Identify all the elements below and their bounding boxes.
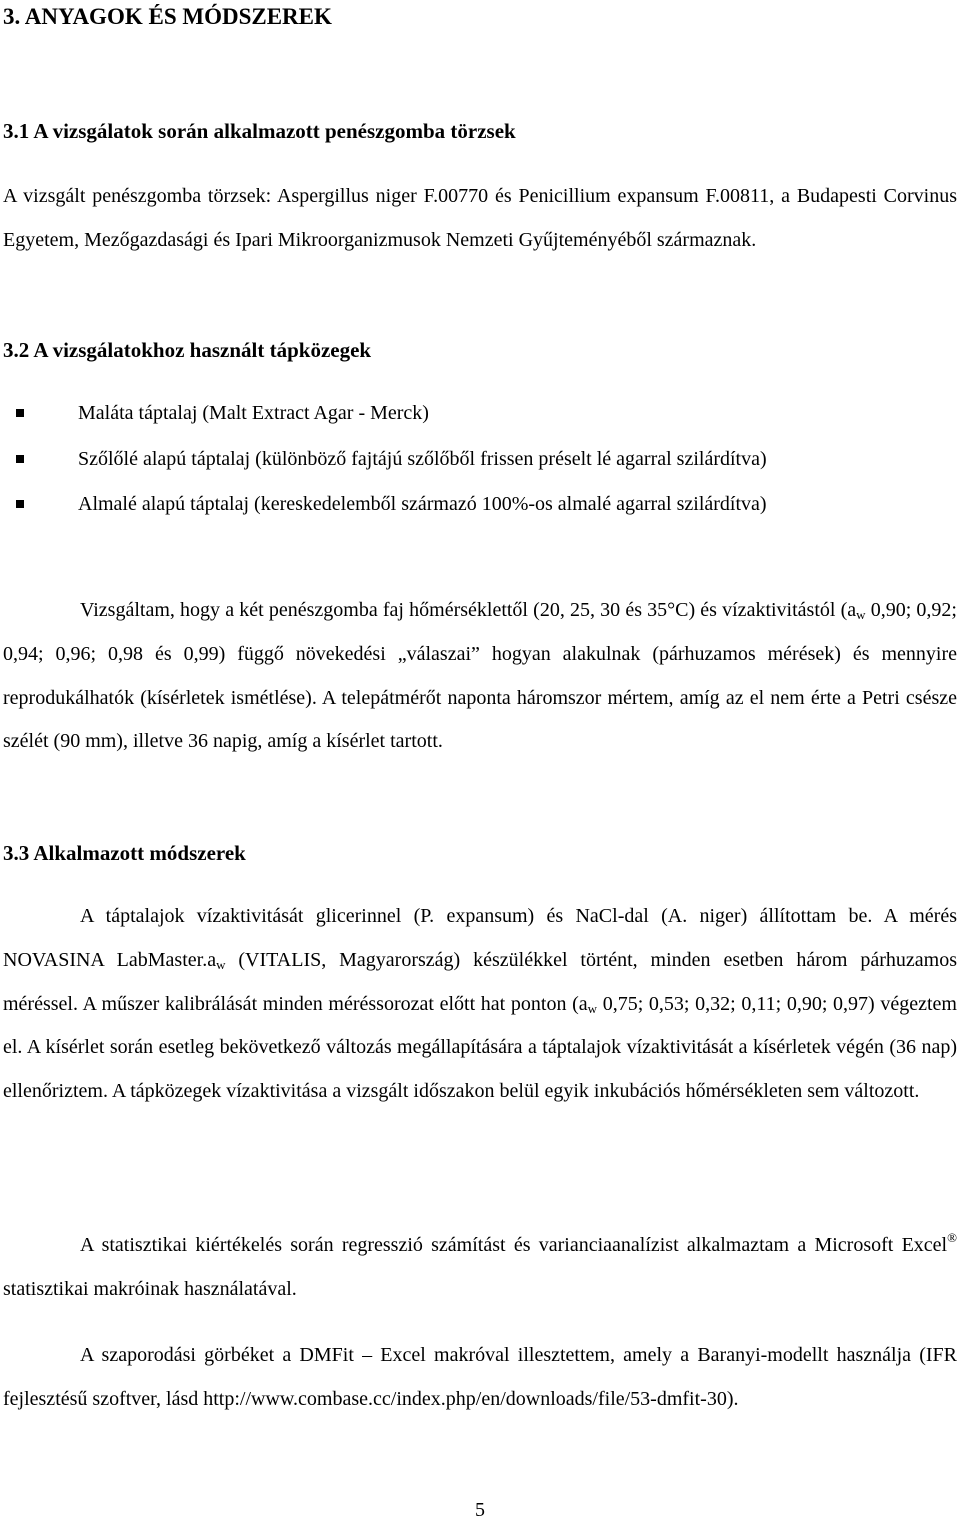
methods-paragraph: A táptalajok vízaktivitását glicerinnel (P. expansum) és NaCl-dal (A. niger) állítottam be. A mérés NOVASINA $LabMaster.a_w$ (VITALIS, Magyarország) készülékkel történt, minden esetben három párhuzamos méréssel. A műszer kalibrálását minden méréssorozat előtt hat ponton ($a_w$ 0,75; 0,53; 0,32; 0,11; 0,90; 0,97) végeztem el. A kísérlet során esetleg bekövetkező változás megállapítására a táptalajok vízaktivitását a kísérletek végén (36 nap) ellenőriztem. A tápközegek vízaktivitása a vizsgált időszakon belül egyik inkubációs hőmérsékleten sem változott. xyxy=(3,905,957,1103)
section-3-2-title: 3.2 A vizsgálatokhoz használt tápközegek xyxy=(3,338,372,362)
page-number: 5 xyxy=(475,1499,485,1521)
bullet-text: Almalé alapú táptalaj (kereskedelemből származó 100%-os almalé agarral szilárdítva) xyxy=(78,493,767,515)
bullet-text: Maláta táptalaj (Malt Extract Agar - Merck) xyxy=(78,402,429,424)
bullet-text: Szőlőlé alapú táptalaj (különböző fajtájú szőlőből frissen préselt lé agarral szilárdítva) xyxy=(78,448,767,470)
section-3-2-paragraph: Vizsgáltam, hogy a két penészgomba faj hőmérséklettől (20, 25, 30 és 35°C) és vízaktivitástól ($a_w$ 0,90; 0,92; 0,94; 0,96; 0,98 és 0,99) függő növekedési „válaszai” hogyan alakulnak (párhuzamos mérések) és mennyire reprodukálhatók (kísérletek ismétlése). A telepátmérőt naponta háromszor mértem, amíg az el nem érte a Petri csésze szélét (90 mm), illetve 36 napig, amíg a kísérlet tartott. xyxy=(3,599,957,753)
section-3-3-title: 3.3 Alkalmazott módszerek xyxy=(3,841,246,865)
chapter-heading: 3. ANYAGOK ÉS MÓDSZEREK xyxy=(3,4,332,29)
statistics-paragraph: A statisztikai kiértékelés során regresszió számítást és varianciaanalízist alkalmaztam a Microsoft Excel® statisztikai makróinak használatával. xyxy=(3,1230,957,1300)
section-3-1-paragraph: A vizsgált penészgomba törzsek: Aspergillus niger F.00770 és Penicillium expansum F.00811, a Budapesti Corvinus Egyetem, Mezőgazdasági és Ipari Mikroorganizmusok Nemzeti Gyűjteményéből származnak. xyxy=(3,185,957,251)
square-bullet-icon xyxy=(16,500,24,508)
square-bullet-icon xyxy=(16,455,24,463)
square-bullet-icon xyxy=(16,409,24,417)
section-3-1-title: 3.1 A vizsgálatok során alkalmazott penészgomba törzsek xyxy=(3,119,516,143)
dmfit-paragraph: A szaporodási görbéket a DMFit – Excel makróval illesztettem, amely a Baranyi-modellt használja (IFR fejlesztésű szoftver, lásd http://www.combase.cc/index.php/en/downloads/file/53-dmfit-30). xyxy=(3,1344,957,1410)
